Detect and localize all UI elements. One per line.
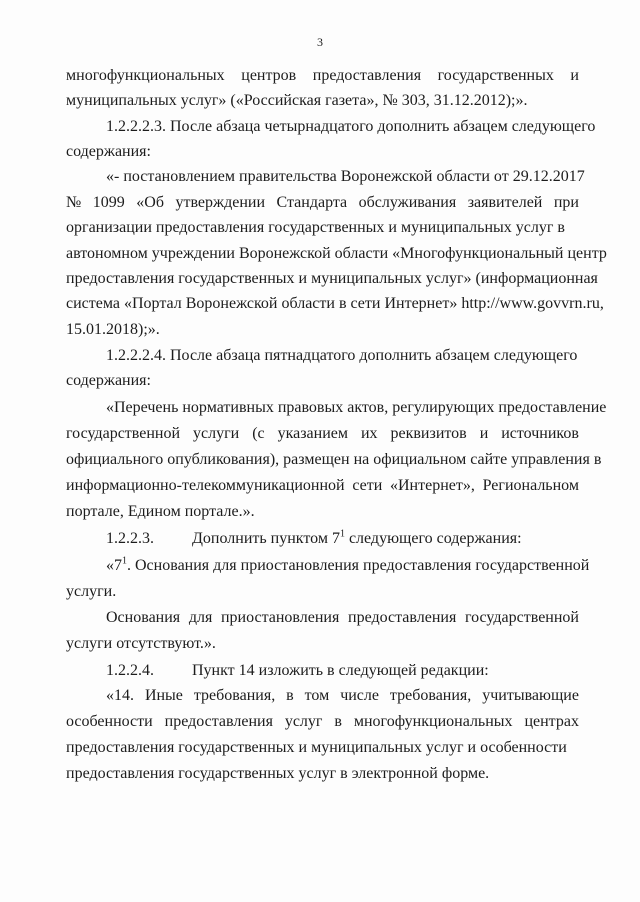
word: для [188,609,213,626]
word: заявителей [467,194,543,211]
text-line-justified [66,476,579,496]
word: № [66,194,82,211]
word: приостановления [220,609,340,626]
word: их [360,425,378,442]
word: услуги [193,425,240,442]
word: и [570,67,579,84]
word: том [304,687,330,704]
text-line: предоставления государственных и муниципальных услуг» (информационная [66,270,598,287]
text-line: муниципальных услуг» («Российская газета», № 303, 31.12.2012);». [66,92,528,109]
word: при [553,194,579,211]
text-line-justified [66,193,579,213]
page-number: 3 [317,35,323,49]
word: «Интернет», [390,477,475,494]
word: сети [352,477,383,494]
text-line-justified [66,66,579,86]
text-line: услуги. [66,583,117,600]
word: особенности [66,713,153,730]
word: центрах [524,713,579,730]
word: предоставления [312,67,422,84]
paragraph-heading-1-2-2-2-4: 1.2.2.2.4. После абзаца пятнадцатого дополнить абзацем следующего [106,347,578,364]
text-line: автономном учреждении Воронежской области «Многофункциональный центр [66,245,607,262]
text-line-with-url: система «Портал Воронежской области в сети Интернет» http://www.govvrn.ru, [66,295,604,312]
text-line: предоставления государственных и муниципальных услуг и особенности [66,739,567,756]
word: Стандарта [276,194,348,211]
word: предоставления [348,609,457,626]
word: в [286,687,294,704]
text-fragment: Дополнить пунктом 7 [192,530,340,547]
text-line-justified [106,608,579,628]
paragraph-number: 1.2.2.4. [106,662,154,679]
text-line: содержания: [66,143,151,160]
word: информационно-телекоммуникационной [66,477,345,494]
word: Региональном [482,477,579,494]
superscript: 1 [122,555,127,567]
word: и [479,425,489,442]
text-line: организации предоставления государственных и муниципальных услуг в [66,219,565,236]
word: требования, [193,687,276,704]
text-line-justified [106,686,579,706]
text-line-justified [66,712,579,732]
paragraph-heading-1-2-2-2-3: 1.2.2.2.3. После абзаца четырнадцатого дополнить абзацем следующего [106,118,596,135]
text-line: содержания: [66,372,151,389]
word: «Об [136,194,164,211]
paragraph-heading-1-2-2-3 [106,529,522,549]
text-line: 15.01.2018);». [66,321,160,338]
text-line: услуги отсутствуют.». [66,635,216,652]
superscript: 1 [339,528,345,540]
word: требования, [389,687,472,704]
word: многофункциональных [66,67,225,84]
word: Иные [144,687,183,704]
word: (с [252,425,265,442]
word: указанием [277,425,348,442]
text-fragment: «7 [106,557,122,574]
word: реквизитов [390,425,467,442]
word: услуг [284,713,323,730]
word: числе [340,687,379,704]
word: утверждении [175,194,266,211]
text-fragment: следующего содержания: [344,530,522,547]
word: государственной [464,609,579,626]
text-line: предоставления государственных услуг в электронной форме. [66,765,490,782]
text-line: официального опубликования), размещен на официальном сайте управления в [66,451,602,468]
paragraph-heading-1-2-2-4 [106,661,489,681]
word: государственных [437,67,554,84]
text-line: портале, Едином портале.». [66,503,255,520]
word: Основания [106,609,181,626]
word: в [334,713,342,730]
text-line [106,556,589,576]
word: учитывающие [482,687,579,704]
word: «14. [106,687,134,704]
text-line-justified [66,424,579,444]
text-fragment: Пункт 14 изложить в следующей редакции: [192,662,489,679]
word: 1099 [92,194,125,211]
paragraph-number: 1.2.2.3. [106,530,154,547]
text-fragment: . Основания для приостановления предоставления государственной [127,557,590,574]
text-line: «Перечень нормативных правовых актов, регулирующих предоставление [106,399,607,416]
word: центров [241,67,297,84]
word: источников [501,425,579,442]
text-line: «- постановлением правительства Воронежской области от 29.12.2017 [106,168,585,185]
word: предоставления [164,713,273,730]
word: многофункциональных [353,713,513,730]
word: обслуживания [358,194,457,211]
word: государственной [66,425,181,442]
